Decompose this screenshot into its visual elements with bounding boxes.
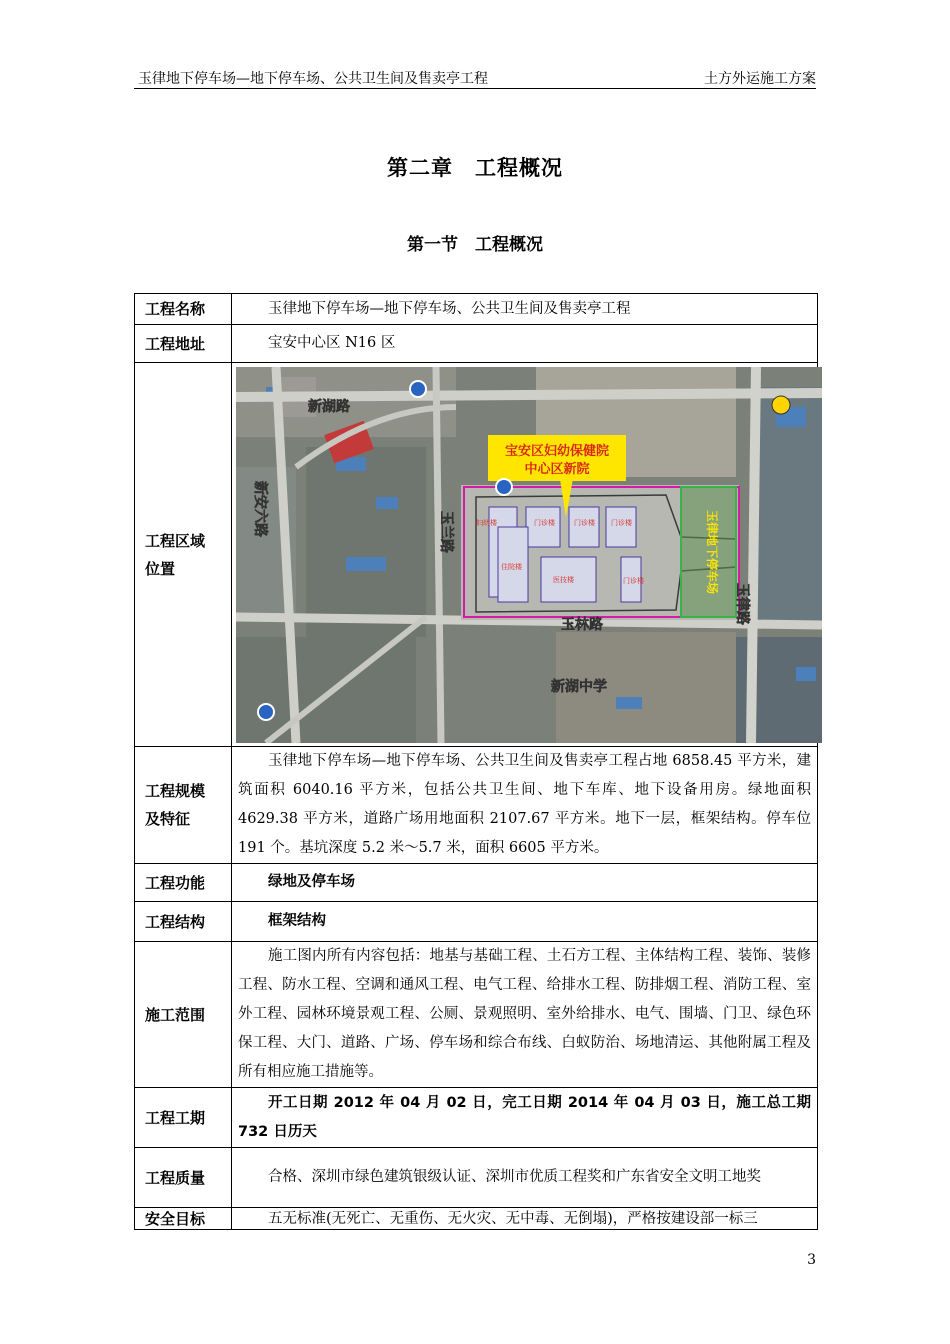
project-overview-table — [134, 293, 818, 1230]
value-function-text: 绿地及停车场 — [268, 874, 355, 890]
map-poi-icon — [410, 381, 426, 397]
label-scale-line1: 工程规模 — [145, 782, 206, 800]
satellite-map — [236, 367, 822, 743]
label-project-structure: 工程结构 — [135, 902, 232, 942]
label-safety-goal: 安全目标 — [135, 1208, 232, 1230]
label-project-quality: 工程质量 — [135, 1148, 232, 1208]
site-label-6: 医技楼 — [553, 575, 574, 584]
table-row-location — [135, 363, 818, 747]
value-project-address-text: 宝安中心区 N16 区 — [268, 335, 396, 351]
label-location-line2: 位置 — [145, 559, 176, 578]
value-project-scale — [232, 747, 818, 864]
value-project-structure — [232, 902, 818, 942]
value-scope-text: 施工图内所有内容包括：地基与基础工程、土石方工程、主体结构工程、装饰、装修工程、防水工程、空调和通风工程、电气工程、给排水工程、防排烟工程、消防工程、室外工程、园林环境景观工程、公厕、景观照明、室外给排水、电气、围墙、门卫、绿色环保工程、大门、道路、广场、停车场和综合布线、白蚁防治、场地清运、其他附属工程及所有相应施工措施等。 — [238, 948, 811, 1080]
chapter-title: 第二章 工程概况 — [387, 156, 563, 180]
value-scale-text: 玉律地下停车场—地下停车场、公共卫生间及售卖亭工程占地 6858.45 平方米，建筑面积 6040.16 平方米，包括公共卫生间、地下车库、地下设备用房。绿地面积 4629.38 平方米，道路广场用地面积 2107.67 平方米。地下一层，框架结构。停车位 191 个。基坑深度 5.2 米～5.7 米，面积 6605 平方米。 — [238, 753, 811, 856]
label-project-name: 工程名称 — [135, 294, 232, 325]
map-marker-icon — [772, 396, 790, 414]
site-label-1: 妇幼楼 — [476, 518, 497, 527]
value-project-name-text: 玉律地下停车场—地下停车场、公共卫生间及售卖亭工程 — [268, 300, 631, 317]
value-structure-text: 框架结构 — [268, 913, 326, 929]
value-project-function — [232, 864, 818, 902]
section-title: 第一节 工程概况 — [407, 235, 543, 255]
header-project-name: 玉律地下停车场—地下停车场、公共卫生间及售卖亭工程 — [138, 71, 488, 87]
table-row-scale — [135, 747, 818, 864]
table-row-scope — [135, 942, 818, 1088]
table-row-address — [135, 325, 818, 363]
page-number: 3 — [807, 1252, 816, 1268]
value-construction-scope — [232, 942, 818, 1088]
school-label: 新湖中学 — [551, 678, 607, 695]
table-row-quality — [135, 1148, 818, 1208]
road-label-xinan: 新安六路 — [252, 480, 268, 537]
site-label-4: 门诊楼 — [611, 518, 632, 527]
value-project-quality — [232, 1148, 818, 1208]
value-project-address — [232, 325, 818, 363]
callout-line2: 中心区新院 — [524, 461, 590, 477]
site-label-5: 住院楼 — [501, 562, 522, 571]
map-poi-icon — [496, 479, 512, 495]
table-row-structure — [135, 902, 818, 942]
label-construction-period: 工程工期 — [135, 1088, 232, 1148]
label-project-address: 工程地址 — [135, 325, 232, 363]
green-zone-label: 玉律地下停车场 — [705, 509, 719, 594]
road-label-yulin: 玉林路 — [561, 616, 603, 633]
site-label-2: 门诊楼 — [534, 518, 555, 527]
label-construction-scope: 施工范围 — [135, 942, 232, 1088]
label-project-function: 工程功能 — [135, 864, 232, 902]
road-label-yulan: 玉兰路 — [438, 510, 454, 553]
value-project-name — [232, 294, 818, 325]
header-document-title: 土方外运施工方案 — [704, 71, 816, 87]
label-project-scale — [135, 747, 232, 864]
value-construction-period — [232, 1088, 818, 1148]
road-label-xinhu: 新湖路 — [308, 398, 350, 415]
road-label-yulv: 玉律路 — [734, 582, 750, 625]
page-header — [134, 64, 816, 89]
map-poi-icon — [258, 704, 274, 720]
callout-line1: 宝安区妇幼保健院 — [504, 443, 610, 459]
table-row-name — [135, 294, 818, 325]
label-project-location — [135, 363, 232, 747]
label-scale-line2: 及特征 — [145, 810, 191, 828]
table-row-period — [135, 1088, 818, 1148]
value-quality-text: 合格、深圳市绿色建筑银级认证、深圳市优质工程奖和广东省安全文明工地奖 — [268, 1169, 761, 1185]
site-label-7: 门诊楼 — [623, 576, 644, 585]
site-label-3: 门诊楼 — [574, 518, 595, 527]
value-safety-goal — [232, 1208, 818, 1230]
table-row-function — [135, 864, 818, 902]
map-cell — [232, 363, 818, 747]
value-period-text: 开工日期 2012 年 04 月 02 日，完工日期 2014 年 04 月 03 日，施工总工期 732 日历天 — [238, 1094, 811, 1140]
value-safety-text: 五无标准(无死亡、无重伤、无火灾、无中毒、无倒塌)，严格按建设部一标三 — [268, 1210, 758, 1227]
label-location-line1: 工程区域 — [145, 531, 206, 550]
table-row-safety — [135, 1208, 818, 1230]
